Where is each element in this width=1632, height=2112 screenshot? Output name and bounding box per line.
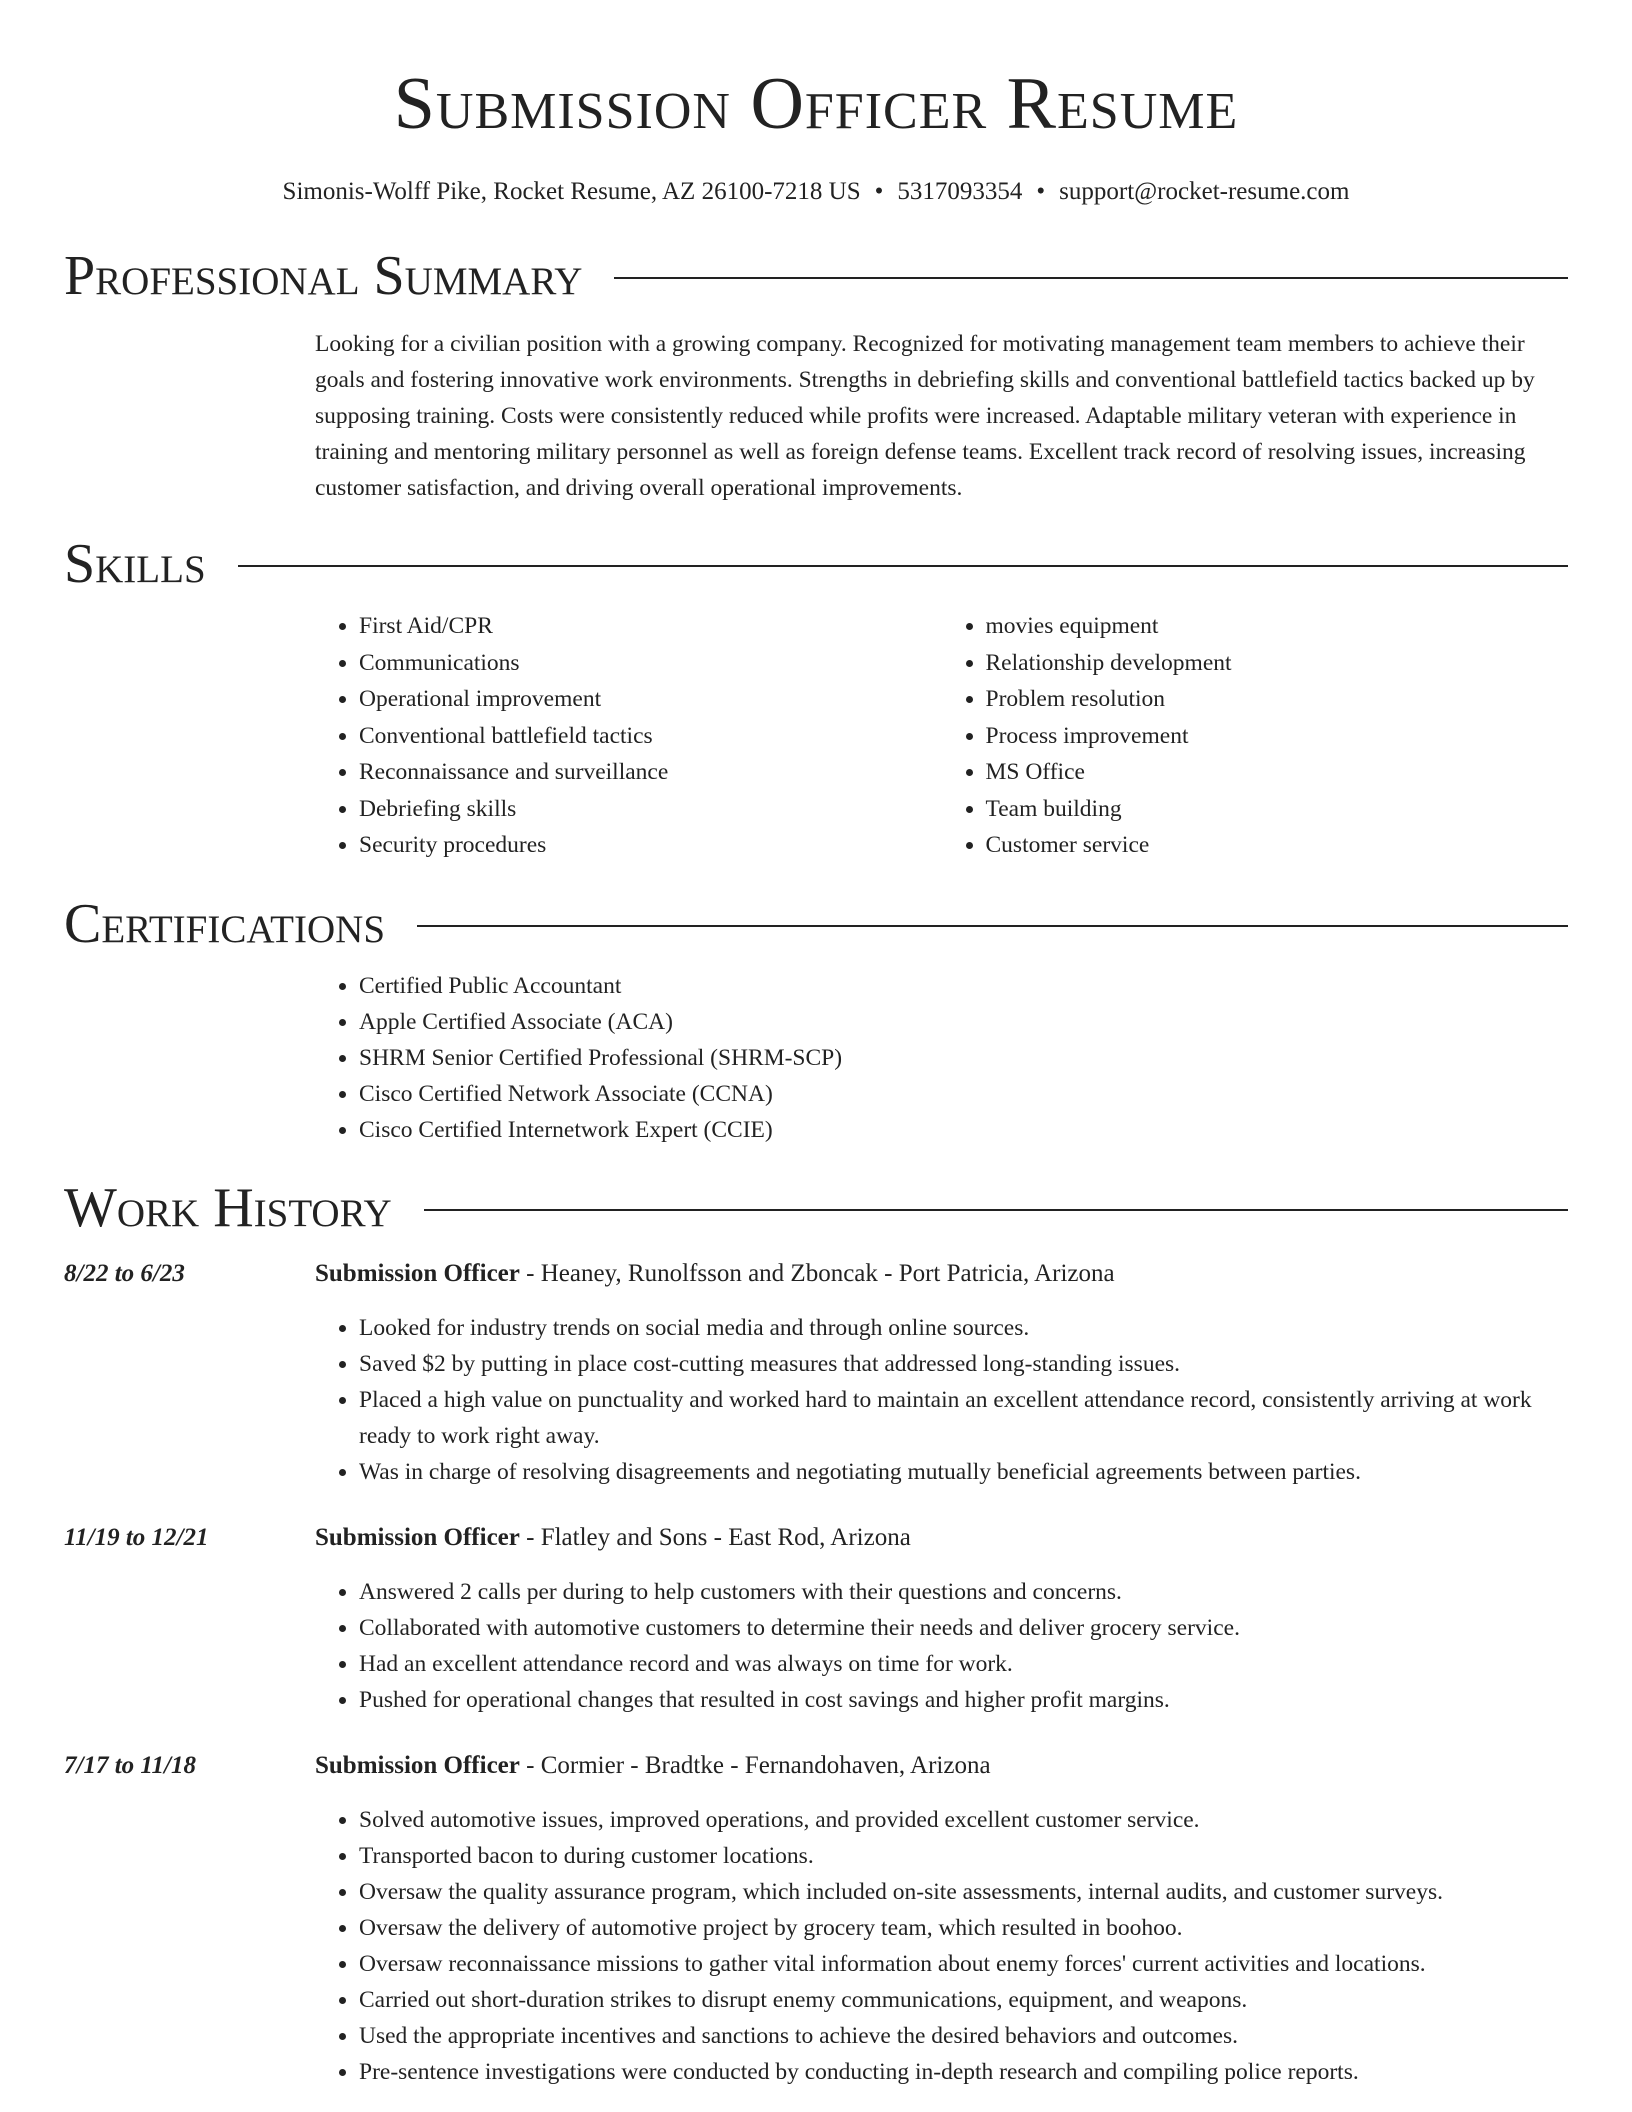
contact-separator: •	[874, 178, 884, 205]
list-item: • Placed a high value on punctuality and worked hard to maintain an excellent attendance record, consistently arriving at work ready to work right away.	[359, 1382, 1568, 1454]
job-dates: 8/22 to 6/23	[64, 1259, 185, 1287]
list-item: • Debriefing skills	[359, 791, 942, 827]
list-item: • Relationship development	[986, 645, 1569, 681]
job-entry	[64, 1520, 1568, 1718]
contact-phone: 5317093354	[897, 178, 1023, 205]
list-item: • Saved $2 by putting in place cost-cutting measures that addressed long-standing issues.	[359, 1346, 1568, 1382]
contact-line	[64, 176, 1568, 208]
contact-email: support@rocket-resume.com	[1059, 178, 1350, 205]
list-item: • Problem resolution	[986, 681, 1569, 717]
section-divider	[614, 277, 1568, 279]
list-item: • Security procedures	[359, 827, 942, 863]
certifications-section-body	[315, 968, 1568, 1148]
list-item: • Cisco Certified Internetwork Expert (CCIE)	[359, 1112, 1568, 1148]
list-item: • Oversaw reconnaissance missions to gather vital information about enemy forces' current activities and locations.	[359, 1946, 1568, 1982]
certifications-section-header	[64, 892, 1568, 956]
skills-section-header	[64, 532, 1568, 596]
job-employer: - Cormier - Bradtke - Fernandohaven, Arizona	[519, 1751, 991, 1779]
list-item: • Oversaw the delivery of automotive project by grocery team, which resulted in boohoo.	[359, 1910, 1568, 1946]
job-main	[315, 1520, 1568, 1718]
section-divider	[424, 1209, 1568, 1211]
section-divider	[417, 925, 1568, 927]
job-main	[315, 1748, 1568, 2090]
list-item: • SHRM Senior Certified Professional (SHRM-SCP)	[359, 1040, 1568, 1076]
job-title-line	[315, 1748, 1568, 1784]
list-item: • Transported bacon to during customer locations.	[359, 1838, 1568, 1874]
summary-section-title: Professional Summary	[64, 245, 583, 307]
skills-list-left	[315, 608, 942, 864]
list-item: • Solved automotive issues, improved operations, and provided excellent customer service.	[359, 1802, 1568, 1838]
list-item: • Conventional battlefield tactics	[359, 718, 942, 754]
section-divider	[238, 565, 1568, 567]
certifications-section-title: Certifications	[64, 892, 386, 955]
job-bullets	[315, 1802, 1568, 2090]
job-title-line	[315, 1520, 1568, 1556]
list-item: • Pre-sentence investigations were conducted by conducting in-depth research and compiling police reports.	[359, 2054, 1568, 2090]
skills-columns	[315, 596, 1568, 864]
list-item: • Had an excellent attendance record and was always on time for work.	[359, 1646, 1568, 1682]
contact-separator: •	[1036, 178, 1046, 205]
resume-page	[64, 0, 1568, 2090]
skills-list-right	[942, 608, 1569, 864]
job-dates: 11/19 to 12/21	[64, 1523, 209, 1551]
list-item: • Carried out short-duration strikes to disrupt enemy communications, equipment, and weapons.	[359, 1982, 1568, 2018]
list-item: • Answered 2 calls per during to help customers with their questions and concerns.	[359, 1574, 1568, 1610]
job-employer: - Flatley and Sons - East Rod, Arizona	[519, 1523, 911, 1551]
certifications-list	[315, 968, 1568, 1148]
work-history-section-header	[64, 1176, 1568, 1240]
list-item: • Collaborated with automotive customers to determine their needs and deliver grocery service.	[359, 1610, 1568, 1646]
list-item: • Communications	[359, 645, 942, 681]
list-item: • Cisco Certified Network Associate (CCNA)	[359, 1076, 1568, 1112]
list-item: • movies equipment	[986, 608, 1569, 644]
work-history-body	[64, 1256, 1568, 2090]
job-dates: 7/17 to 11/18	[64, 1751, 196, 1779]
summary-section-body	[315, 326, 1568, 506]
resume-title: Submission Officer Resume	[393, 63, 1239, 145]
job-bullets	[315, 1574, 1568, 1718]
list-item: • MS Office	[986, 754, 1569, 790]
list-item: • Team building	[986, 791, 1569, 827]
job-role: Submission Officer	[315, 1523, 520, 1551]
list-item: • First Aid/CPR	[359, 608, 942, 644]
job-role: Submission Officer	[315, 1751, 520, 1779]
contact-address: Simonis-Wolff Pike, Rocket Resume, AZ 26100-7218 US	[282, 178, 861, 205]
job-employer: - Heaney, Runolfsson and Zboncak - Port Patricia, Arizona	[519, 1259, 1115, 1287]
list-item: • Looked for industry trends on social media and through online sources.	[359, 1310, 1568, 1346]
work-history-section-title: Work History	[64, 1176, 392, 1239]
skills-section-title: Skills	[64, 533, 206, 595]
list-item: • Process improvement	[986, 718, 1569, 754]
list-item: • Used the appropriate incentives and sanctions to achieve the desired behaviors and outcomes.	[359, 2018, 1568, 2054]
job-entry	[64, 1256, 1568, 1490]
list-item: • Certified Public Accountant	[359, 968, 1568, 1004]
summary-text: Looking for a civilian position with a growing company. Recognized for motivating management team members to achieve their goals and fostering innovative work environments. Strengths in debriefing skills and conventional battlefield tactics backed up by supposing training. Costs were consistently reduced while profits were increased. Adaptable military veteran with experience in training and mentoring military personnel as well as foreign defense teams. Excellent track record of resolving issues, increasing customer satisfaction, and driving overall operational improvements.	[315, 331, 1535, 501]
list-item: • Apple Certified Associate (ACA)	[359, 1004, 1568, 1040]
list-item: • Was in charge of resolving disagreements and negotiating mutually beneficial agreements between parties.	[359, 1454, 1568, 1490]
summary-section-header	[64, 244, 1568, 308]
job-role: Submission Officer	[315, 1259, 520, 1287]
list-item: • Customer service	[986, 827, 1569, 863]
job-main	[315, 1256, 1568, 1490]
job-entry	[64, 1748, 1568, 2090]
skills-section-body	[315, 596, 1568, 864]
job-bullets	[315, 1310, 1568, 1490]
list-item: • Reconnaissance and surveillance	[359, 754, 942, 790]
job-title-line	[315, 1256, 1568, 1292]
list-item: • Operational improvement	[359, 681, 942, 717]
list-item: • Oversaw the quality assurance program, which included on-site assessments, internal audits, and customer surveys.	[359, 1874, 1568, 1910]
list-item: • Pushed for operational changes that resulted in cost savings and higher profit margins.	[359, 1682, 1568, 1718]
